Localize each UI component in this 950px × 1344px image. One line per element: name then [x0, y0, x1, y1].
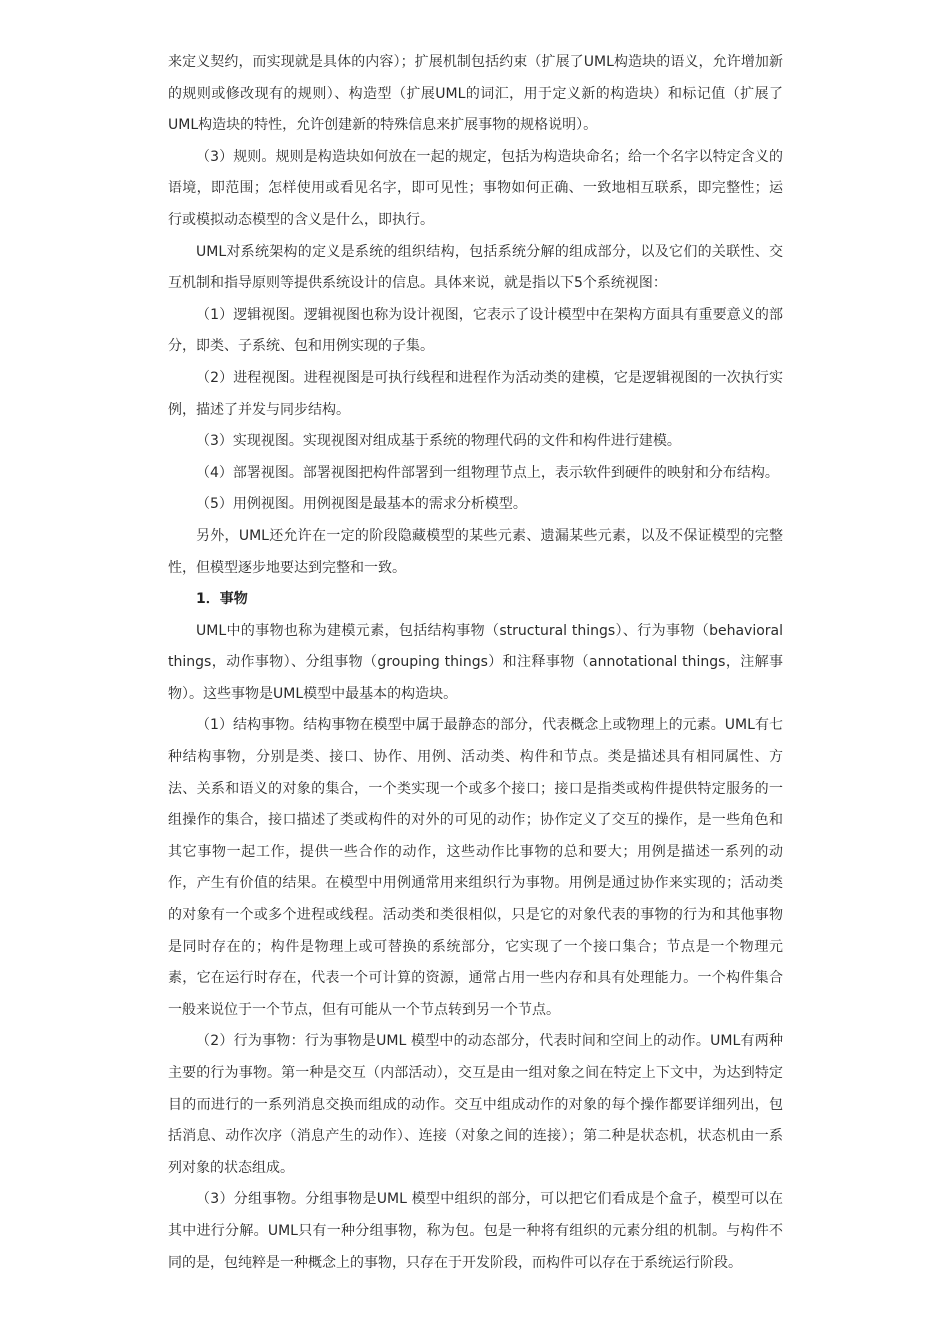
document-page	[168, 47, 783, 1279]
paragraph-implementation-view: （3）实现视图。实现视图对组成基于系统的物理代码的文件和构件进行建模。	[196, 433, 681, 450]
paragraph-extension-mechanisms: 来定义契约，而实现就是具体的内容）；扩展机制包括约束（扩展了UML构造块的语义，允许增加新的规则或修改现有的规则）、构造型（扩展UML的词汇，用于定义新的构造块）和标记值（扩展了UML构造块的特性，允许创建新的特殊信息来扩展事物的规格说明）。	[168, 54, 783, 134]
paragraph-architecture-definition: UML对系统架构的定义是系统的组织结构，包括系统分解的组成部分，以及它们的关联性、交互机制和指导原则等提供系统设计的信息。具体来说，就是指以下5个系统视图：	[168, 243, 783, 292]
paragraph-structural-things: （1）结构事物。结构事物在模型中属于最静态的部分，代表概念上或物理上的元素。UML有七种结构事物，分别是类、接口、协作、用例、活动类、构件和节点。类是描述具有相同属性、方法、关系和语义的对象的集合，一个类实现一个或多个接口；接口是指类或构件提供特定服务的一组操作的集合，接口描述了类或构件的对外的可见的动作；协作定义了交互的操作，是一些角色和其它事物一起工作，提供一些合作的动作，这些动作比事物的总和要大；用例是描述一系列的动作，产生有价值的结果。在模型中用例通常用来组织行为事物。用例是通过协作来实现的；活动类的对象有一个或多个进程或线程。活动类和类很相似，只是它的对象代表的事物的行为和其他事物是同时存在的；构件是物理上或可替换的系统部分，它实现了一个接口集合；节点是一个物理元素，它在运行时存在，代表一个可计算的资源，通常占用一些内存和具有处理能力。一个构件集合一般来说位于一个节点，但有可能从一个节点转到另一个节点。	[168, 717, 783, 1018]
paragraph-model-completeness: 另外，UML还允许在一定的阶段隐藏模型的某些元素、遗漏某些元素，以及不保证模型的完整性，但模型逐步地要达到完整和一致。	[168, 527, 783, 576]
paragraph-logical-view: （1）逻辑视图。逻辑视图也称为设计视图，它表示了设计模型中在架构方面具有重要意义的部分，即类、子系统、包和用例实现的子集。	[168, 306, 783, 355]
paragraph-behavioral-things: （2）行为事物：行为事物是UML 模型中的动态部分，代表时间和空间上的动作。UML有两种主要的行为事物。第一种是交互（内部活动），交互是由一组对象之间在特定上下文中，为达到特定目的而进行的一系列消息交换而组成的动作。交互中组成动作的对象的每个操作都要详细列出，包括消息、动作次序（消息产生的动作）、连接（对象之间的连接）；第二种是状态机，状态机由一系列对象的状态组成。	[168, 1033, 783, 1176]
section-heading-things: 1．事物	[196, 591, 248, 608]
paragraph-things-overview: UML中的事物也称为建模元素，包括结构事物（structural things）、行为事物（behavioral things，动作事物）、分组事物（grouping things）和注释事物（annotational things，注解事物）。这些事物是UML模型中最基本的构造块。	[168, 622, 783, 702]
paragraph-rules: （3）规则。规则是构造块如何放在一起的规定，包括为构造块命名；给一个名字以特定含义的语境，即范围；怎样使用或看见名字，即可见性；事物如何正确、一致地相互联系，即完整性；运行或模拟动态模型的含义是什么，即执行。	[168, 148, 783, 228]
paragraph-deployment-view: （4）部署视图。部署视图把构件部署到一组物理节点上，表示软件到硬件的映射和分布结构。	[196, 464, 779, 481]
paragraph-process-view: （2）进程视图。进程视图是可执行线程和进程作为活动类的建模，它是逻辑视图的一次执行实例，描述了并发与同步结构。	[168, 369, 783, 418]
paragraph-grouping-things: （3）分组事物。分组事物是UML 模型中组织的部分，可以把它们看成是个盒子，模型可以在其中进行分解。UML只有一种分组事物，称为包。包是一种将有组织的元素分组的机制。与构件不同的是，包纯粹是一种概念上的事物，只存在于开发阶段，而构件可以存在于系统运行阶段。	[168, 1191, 783, 1271]
paragraph-use-case-view: （5）用例视图。用例视图是最基本的需求分析模型。	[196, 496, 527, 513]
